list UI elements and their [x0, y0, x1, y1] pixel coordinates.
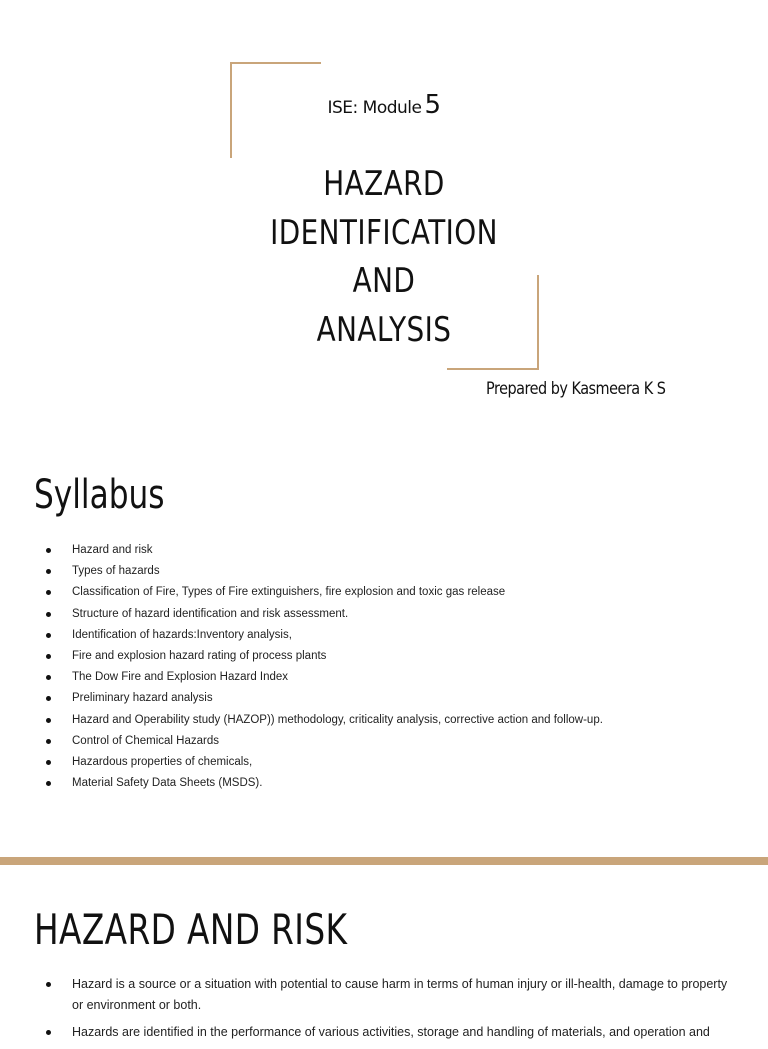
list-item: Hazardous properties of chemicals, — [44, 755, 603, 776]
list-item: Preliminary hazard analysis — [44, 691, 603, 712]
list-item: Material Safety Data Sheets (MSDS). — [44, 776, 603, 797]
list-item: Hazards are identified in the performance of various activities, storage and handling of materials, and operation and — [44, 1022, 734, 1043]
hazard-risk-slide — [0, 865, 768, 1039]
list-item: Identification of hazards:Inventory analysis, — [44, 628, 603, 649]
title-line: ANALYSIS — [316, 309, 452, 350]
slide-divider — [0, 857, 768, 865]
title-slide — [0, 0, 768, 430]
presentation-title — [69, 160, 699, 354]
hazard-list — [44, 974, 734, 1049]
title-line: HAZARD — [323, 164, 445, 204]
module-label — [0, 90, 768, 120]
list-item: Hazard is a source or a situation with potential to cause harm in terms of human injury or ill-health, damage to property or environment or both. — [44, 974, 734, 1016]
module-prefix: ISE: Module — [327, 98, 422, 118]
list-item: Types of hazards — [44, 564, 603, 585]
list-item: Structure of hazard identification and risk assessment. — [44, 607, 603, 628]
module-number: 5 — [424, 90, 441, 120]
list-item: Fire and explosion hazard rating of process plants — [44, 649, 603, 670]
slide-heading: HAZARD AND RISK — [34, 905, 348, 954]
list-item: Control of Chemical Hazards — [44, 734, 603, 755]
frame-corner-top-horizontal — [230, 62, 321, 64]
syllabus-slide — [0, 430, 768, 857]
frame-corner-bottom-horizontal — [447, 368, 539, 370]
slide-heading: Syllabus — [34, 472, 165, 518]
list-item: The Dow Fire and Explosion Hazard Index — [44, 670, 603, 691]
title-line: AND — [352, 261, 416, 301]
list-item: Hazard and Operability study (HAZOP)) methodology, criticality analysis, corrective action and follow-up. — [44, 713, 603, 734]
syllabus-list — [44, 543, 603, 797]
list-item: Classification of Fire, Types of Fire extinguishers, fire explosion and toxic gas release — [44, 585, 603, 606]
prepared-by: Prepared by Kasmeera K S — [486, 379, 666, 399]
list-item: Hazard and risk — [44, 543, 603, 564]
title-line: IDENTIFICATION — [270, 212, 498, 253]
